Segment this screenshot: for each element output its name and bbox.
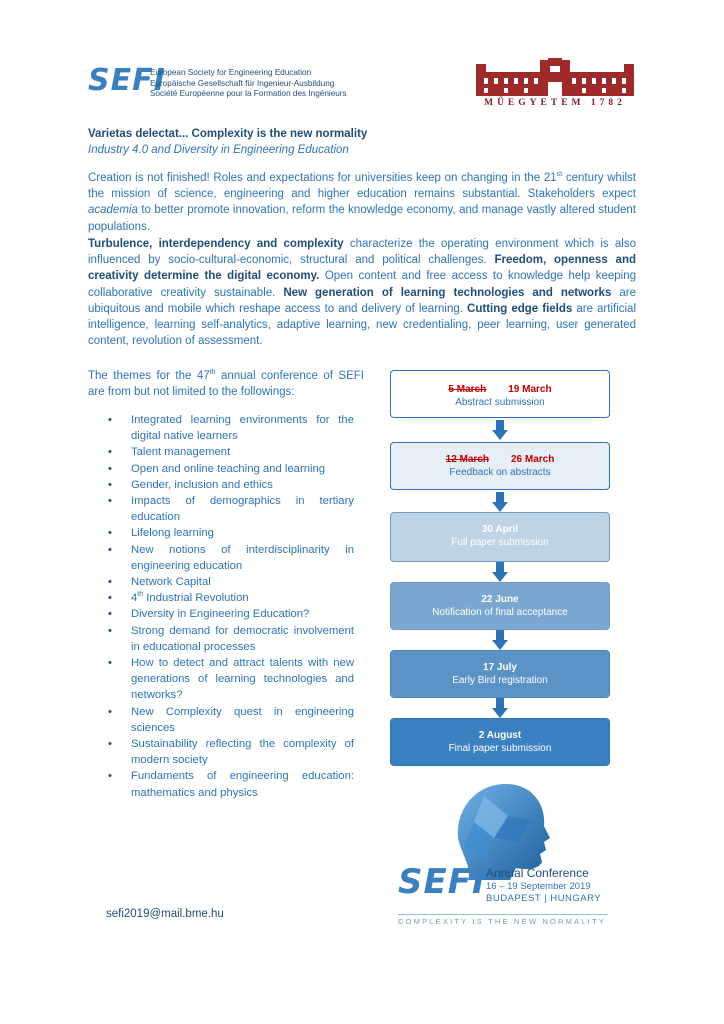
list-item: • New Complexity quest in engineering sciences	[88, 704, 354, 736]
old-date: 12 March	[445, 454, 489, 465]
themes-intro-b: annual conference of SEFI are from but not limited to the followings:	[88, 370, 364, 399]
list-item: • Integrated learning environments for the digital native learners	[88, 412, 354, 444]
themes-intro-a: The themes for the 47	[88, 370, 210, 382]
conference-logo-mark: SEFI	[398, 862, 486, 902]
arrow-down-icon	[492, 562, 508, 582]
step-date: 30 April	[481, 524, 519, 535]
theme-ordinal: 4	[131, 592, 138, 605]
step-label: Abstract submission	[455, 397, 545, 408]
timeline-step-full-paper	[390, 512, 610, 562]
list-item: • Lifelong learning	[88, 525, 354, 541]
p2-bold-4: Cutting edge fields	[467, 302, 573, 315]
themes-intro	[88, 368, 364, 400]
sefi-logo-lines	[150, 68, 347, 100]
step-label: Full paper submission	[451, 537, 549, 548]
sefi-logo-mark: SEFI	[88, 63, 166, 98]
p1-text-a: Creation is not finished! Roles and expectations for universities keep on changing in the 21	[88, 172, 557, 184]
timeline-step-abstract	[390, 370, 610, 418]
conference-place: BUDAPEST | HUNGARY	[486, 893, 602, 904]
step-label: Early Bird registration	[452, 675, 548, 686]
conference-logo	[398, 776, 608, 926]
context-paragraph	[88, 236, 636, 349]
arrow-down-icon	[492, 492, 508, 512]
theme-text: Industrial Revolution	[146, 592, 249, 605]
list-item: • Gender, inclusion and ethics	[88, 477, 354, 493]
timeline-step-early-bird	[390, 650, 610, 698]
bme-logo-text: MŰEGYETEM 1782	[484, 98, 626, 108]
p2-bold-2: Freedom, openness and creativity determine the digital economy.	[88, 254, 636, 283]
step-date: 17 July	[483, 662, 517, 673]
timeline-step-notification	[390, 582, 610, 630]
list-item: • Diversity in Engineering Education?	[88, 606, 354, 622]
list-item: • New notions of interdisciplinarity in engineering education	[88, 542, 354, 574]
arrow-down-icon	[492, 630, 508, 650]
list-item: • Fundaments of engineering education: mathematics and physics	[88, 768, 354, 800]
sefi-line-fr: Société Européenne pour la Formation des Ingénieurs	[150, 89, 347, 98]
p2-text-2: Open content and free access to knowledge help keeping collaborative creativity sustainable.	[88, 270, 636, 299]
intro-paragraph	[88, 170, 636, 235]
step-label: Final paper submission	[448, 743, 552, 754]
p1-emphasis: academia	[88, 204, 138, 217]
conference-tagline: COMPLEXITY IS THE NEW NORMALITY	[398, 914, 608, 926]
theme-ordinal-sup: th	[137, 591, 144, 599]
conference-dates: 16 – 19 September 2019	[486, 881, 591, 892]
sefi-logo	[88, 64, 398, 106]
old-date: 5 March	[448, 384, 487, 395]
list-item: • How to detect and attract talents with new generations of learning technologies and networks?	[88, 655, 354, 704]
p2-text-4: are artificial intelligence, learning self-analytics, adaptive learning, new credentialing, peer learning, user generated content, revolution of assessment.	[88, 302, 637, 348]
p2-bold-3: New generation of learning technologies and networks	[283, 286, 612, 299]
arrow-down-icon	[492, 698, 508, 718]
list-item: • Talent management	[88, 444, 354, 460]
new-date: 19 March	[508, 384, 552, 395]
timeline-step-feedback	[390, 442, 610, 490]
new-date: 26 March	[511, 454, 555, 465]
p1-text-c: to better promote innovation, reform the knowledge economy, and manage vastly altered student populations.	[88, 204, 636, 233]
step-date: 2 August	[478, 730, 522, 741]
list-item: • Strong demand for democratic involvement in educational processes	[88, 623, 354, 655]
timeline-step-final-paper	[390, 718, 610, 766]
list-item: • Open and online teaching and learning	[88, 461, 354, 477]
step-label: Feedback on abstracts	[449, 467, 551, 478]
sefi-line-de: Europäische Gesellschaft für Ingenieur-Ausbildung	[150, 78, 335, 88]
list-item: • Network Capital	[88, 574, 354, 590]
bme-logo	[470, 58, 640, 110]
list-item: • Sustainability reflecting the complexity of modern society	[88, 736, 354, 768]
themes-list	[88, 412, 354, 801]
step-date: 22 June	[481, 594, 519, 605]
page-subtitle: Industry 4.0 and Diversity in Engineering Education	[88, 144, 349, 156]
themes-intro-sup: th	[209, 369, 216, 377]
page-title: Varietas delectat... Complexity is the new normality	[88, 128, 368, 140]
arrow-down-icon	[492, 420, 508, 440]
conference-title: Annual Conference	[486, 866, 589, 880]
p1-text-b: century whilst the mission of science, engineering and higher education remains substantial. Stakeholders expect	[88, 172, 636, 201]
p1-sup: st	[556, 171, 563, 179]
list-item	[88, 590, 354, 606]
list-item: • Impacts of demographics in tertiary education	[88, 493, 354, 525]
p2-bold-1: Turbulence, interdependency and complexity	[88, 238, 344, 250]
step-label: Notification of final acceptance	[432, 607, 568, 618]
bme-building-icon	[470, 58, 640, 98]
contact-email[interactable]: sefi2019@mail.bme.hu	[106, 908, 224, 920]
p2-text-1: characterize the operating environment which is also influenced by socio-cultural-economic, structural and political challenges.	[88, 238, 637, 267]
sefi-line-en: European Society for Engineering Education	[150, 68, 312, 77]
p2-text-3: are ubiquitous and mobile which reshape access to and delivery of learning.	[88, 286, 636, 315]
